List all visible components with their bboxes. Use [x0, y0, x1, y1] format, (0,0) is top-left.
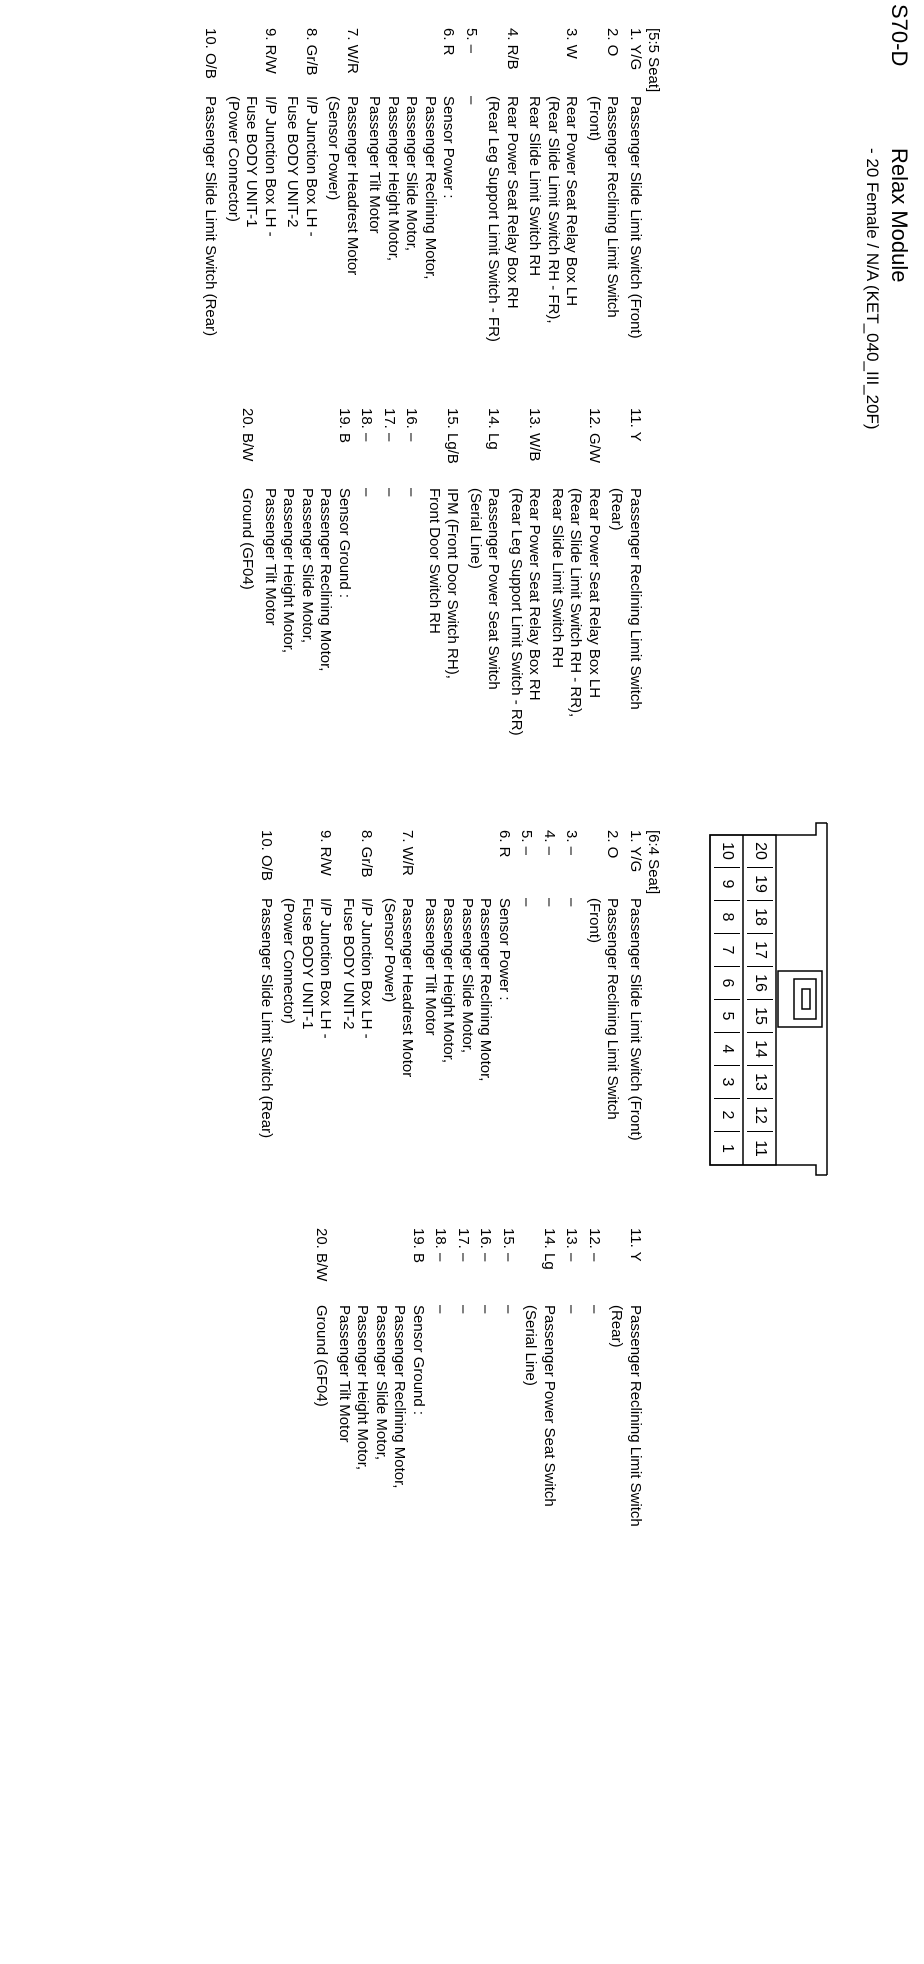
pin-code: 12. –: [586, 1228, 603, 1262]
pin-description-line: Fuse BODY UNIT-1: [243, 96, 261, 228]
pin-description-line: –: [563, 1305, 581, 1314]
pin-description-line: Front Door Switch RH: [426, 488, 443, 634]
pin-description-line: I/P Junction Box LH -: [317, 898, 335, 1039]
pin-description-line: Passenger Tilt Motor: [422, 898, 439, 1036]
pin-code: 13. –: [563, 1228, 581, 1262]
pin-description-line: Passenger Power Seat Switch: [541, 1305, 558, 1507]
pin-description-line: (Rear): [608, 488, 626, 531]
pin-description-line: (Rear Slide Limit Switch RH - RR),: [567, 488, 585, 718]
pin-code: 14. Lg: [541, 1228, 558, 1270]
connector-pin-15: 15: [747, 1000, 773, 1033]
pin-description-line: (Rear Slide Limit Switch RH - FR),: [545, 96, 562, 324]
pin-description-line: (Sensor Power): [325, 96, 343, 201]
pin-description-line: Fuse BODY UNIT-2: [284, 96, 302, 228]
pin-code: 19. B: [336, 408, 353, 444]
connector-pin-2: 2: [714, 1099, 740, 1132]
pin-description-line: Passenger Power Seat Switch: [485, 488, 503, 690]
pin-description-line: Rear Power Seat Relay Box RH: [504, 96, 521, 309]
connector-pin-18: 18: [747, 901, 773, 934]
connector-pin-17: 17: [747, 934, 773, 967]
pin-description-line: –: [381, 488, 398, 497]
pin-description-line: Sensor Power :: [496, 898, 513, 1001]
pin-code: 3. W: [563, 28, 581, 59]
pin-description-line: Passenger Slide Limit Switch (Front): [627, 96, 644, 339]
pin-description-line: Passenger Slide Motor,: [373, 1305, 390, 1461]
pin-code: 5. –: [463, 28, 480, 54]
pin-description-line: Rear Power Seat Relay Box RH: [526, 488, 544, 701]
pin-code: 1. Y/G: [627, 830, 644, 873]
connector-pin-1: 1: [719, 1144, 736, 1153]
pin-description-line: Passenger Slide Motor,: [299, 488, 316, 644]
pin-description-line: Fuse BODY UNIT-2: [340, 898, 357, 1030]
pin-description-line: –: [518, 898, 536, 907]
pin-description-line: Passenger Reclining Motor,: [477, 898, 495, 1082]
connector-pin-3: 3: [714, 1066, 740, 1099]
pin-description-line: Ground (GF04): [239, 488, 257, 590]
pin-code: 20. B/W: [313, 1228, 331, 1282]
pin-description-line: Passenger Height Motor,: [385, 96, 402, 262]
pin-description-line: Passenger Slide Motor,: [459, 898, 476, 1054]
connector-pin-4: 4: [714, 1033, 740, 1066]
pin-description-line: Passenger Reclining Limit Switch: [604, 96, 622, 318]
pin-description-line: I/P Junction Box LH -: [262, 96, 279, 237]
pin-description-line: Passenger Slide Limit Switch (Front): [627, 898, 644, 1141]
pin-code: 9. R/W: [262, 28, 279, 74]
pin-description-line: –: [432, 1305, 450, 1314]
pin-description-line: Passenger Slide Limit Switch (Rear): [202, 96, 220, 337]
connector-pin-8: 8: [714, 901, 740, 934]
pin-description-line: (Front): [586, 96, 603, 141]
pin-description-line: Rear Slide Limit Switch RH: [526, 96, 544, 277]
pin-code: 7. W/R: [399, 830, 417, 876]
pin-description-line: Passenger Reclining Limit Switch: [604, 898, 622, 1120]
connector-pin-13: 13: [747, 1066, 773, 1099]
pin-description-line: (Power Connector): [225, 96, 242, 222]
pin-description-line: I/P Junction Box LH -: [358, 898, 376, 1039]
pin-code: 16. –: [403, 408, 421, 442]
pin-description-line: Rear Power Seat Relay Box LH: [586, 488, 603, 699]
pin-code: 2. O: [604, 28, 622, 57]
pin-description-line: Passenger Reclining Limit Switch: [627, 488, 644, 710]
pin-description-line: (Serial Line): [467, 488, 484, 569]
pin-code: 13. W/B: [526, 408, 544, 462]
pin-code: 17. –: [381, 408, 398, 442]
pin-code: 6. R: [440, 28, 458, 56]
pin-description-line: Passenger Reclining Motor,: [391, 1305, 409, 1489]
connector-pin-16: 16: [747, 967, 773, 1000]
pin-description-line: (Rear Leg Support Limit Switch - RR): [508, 488, 525, 736]
pin-description-line: Ground (GF04): [313, 1305, 331, 1407]
pin-description-line: Fuse BODY UNIT-1: [299, 898, 316, 1030]
pin-description-line: (Sensor Power): [381, 898, 398, 1003]
pin-code: 11. Y: [627, 1228, 644, 1262]
pin-description-line: Passenger Slide Motor,: [403, 96, 421, 252]
pin-code: 16. –: [477, 1228, 495, 1262]
seat55-label: [5:5 Seat]: [645, 28, 662, 93]
pin-description-line: Passenger Height Motor,: [354, 1305, 372, 1471]
pin-description-line: Rear Power Seat Relay Box LH: [563, 96, 581, 307]
pin-description-line: –: [358, 488, 376, 497]
pin-code: 5. –: [518, 830, 536, 856]
pin-description-line: Passenger Reclining Limit Switch: [627, 1305, 644, 1527]
pin-description-line: Rear Slide Limit Switch RH: [549, 488, 566, 669]
pin-description-line: –: [403, 488, 421, 497]
connector-pin-7: 7: [714, 934, 740, 967]
connector-pin-5: 5: [714, 1000, 740, 1033]
pin-code: 4. R/B: [504, 28, 521, 70]
pin-code: 2. O: [604, 830, 622, 859]
pin-code: 7. W/R: [344, 28, 361, 74]
pin-code: 12. G/W: [586, 408, 603, 464]
pin-description-line: –: [586, 1305, 603, 1314]
pin-description-line: –: [477, 1305, 495, 1314]
pin-code: 10. O/B: [202, 28, 220, 79]
pin-description-line: Sensor Ground :: [410, 1305, 427, 1416]
connector-pin-6: 6: [714, 967, 740, 1000]
pin-description-line: Passenger Tilt Motor: [366, 96, 384, 234]
pin-description-line: Passenger Reclining Motor,: [422, 96, 439, 280]
connector-pin-10: 10: [714, 835, 740, 868]
connector-pin-20: 20: [747, 835, 773, 868]
pin-description-line: I/P Junction Box LH -: [303, 96, 320, 237]
pin-description-line: –: [463, 96, 480, 105]
pin-description-line: Passenger Headrest Motor: [344, 96, 361, 276]
pin-description-line: (Power Connector): [280, 898, 298, 1024]
pin-description-line: Passenger Tilt Motor: [262, 488, 279, 626]
pin-code: 11. Y: [627, 408, 644, 442]
pin-code: 8. Gr/B: [303, 28, 320, 76]
pin-description-line: –: [455, 1305, 472, 1314]
pin-code: 8. Gr/B: [358, 830, 376, 878]
connector-pin-14: 14: [747, 1033, 773, 1066]
connector-pin-12: 12: [747, 1099, 773, 1132]
connector-pin-11: 11: [752, 1140, 769, 1157]
pin-description-line: –: [563, 898, 581, 907]
pin-description-line: (Rear Leg Support Limit Switch - FR): [485, 96, 503, 342]
document-title: Relax Module: [887, 148, 912, 283]
pin-description-line: –: [500, 1305, 517, 1314]
pin-description-line: (Serial Line): [522, 1305, 540, 1386]
pin-code: 18. –: [358, 408, 376, 442]
document-subtitle: - 20 Female / N/A (KET_040_III_20F): [863, 148, 882, 430]
pin-description-line: Sensor Ground :: [336, 488, 353, 599]
pin-code: 14. Lg: [485, 408, 503, 450]
pin-description-line: Passenger Reclining Motor,: [317, 488, 335, 672]
seat64-label: [6:4 Seat]: [645, 830, 662, 895]
pin-description-line: IPM (Front Door Switch RH),: [444, 488, 462, 679]
pin-code: 20. B/W: [239, 408, 257, 462]
pin-description-line: Passenger Slide Limit Switch (Rear): [258, 898, 275, 1139]
pin-description-line: Passenger Height Motor,: [280, 488, 298, 654]
pin-description-line: (Rear): [608, 1305, 626, 1348]
pin-code: 4. –: [541, 830, 558, 856]
pin-code: 17. –: [455, 1228, 472, 1262]
pin-description-line: Sensor Power :: [440, 96, 458, 199]
pin-code: 15. Lg/B: [444, 408, 462, 464]
connector-pin-19: 19: [747, 868, 773, 901]
pin-code: 1. Y/G: [627, 28, 644, 71]
pin-code: 15. –: [500, 1228, 517, 1262]
pin-code: 19. B: [410, 1228, 427, 1264]
connector-pin-9: 9: [714, 868, 740, 901]
pin-description-line: Passenger Height Motor,: [440, 898, 458, 1064]
connector-code: S70-D: [887, 4, 912, 67]
pin-code: 10. O/B: [258, 830, 275, 881]
pin-description-line: Passenger Tilt Motor: [336, 1305, 353, 1443]
pin-code: 18. –: [432, 1228, 450, 1262]
pin-code: 3. –: [563, 830, 581, 856]
pin-description-line: –: [541, 898, 558, 907]
pin-code: 6. R: [496, 830, 513, 858]
pin-code: 9. R/W: [317, 830, 335, 876]
pin-description-line: Passenger Headrest Motor: [399, 898, 417, 1078]
pin-description-line: (Front): [586, 898, 603, 943]
